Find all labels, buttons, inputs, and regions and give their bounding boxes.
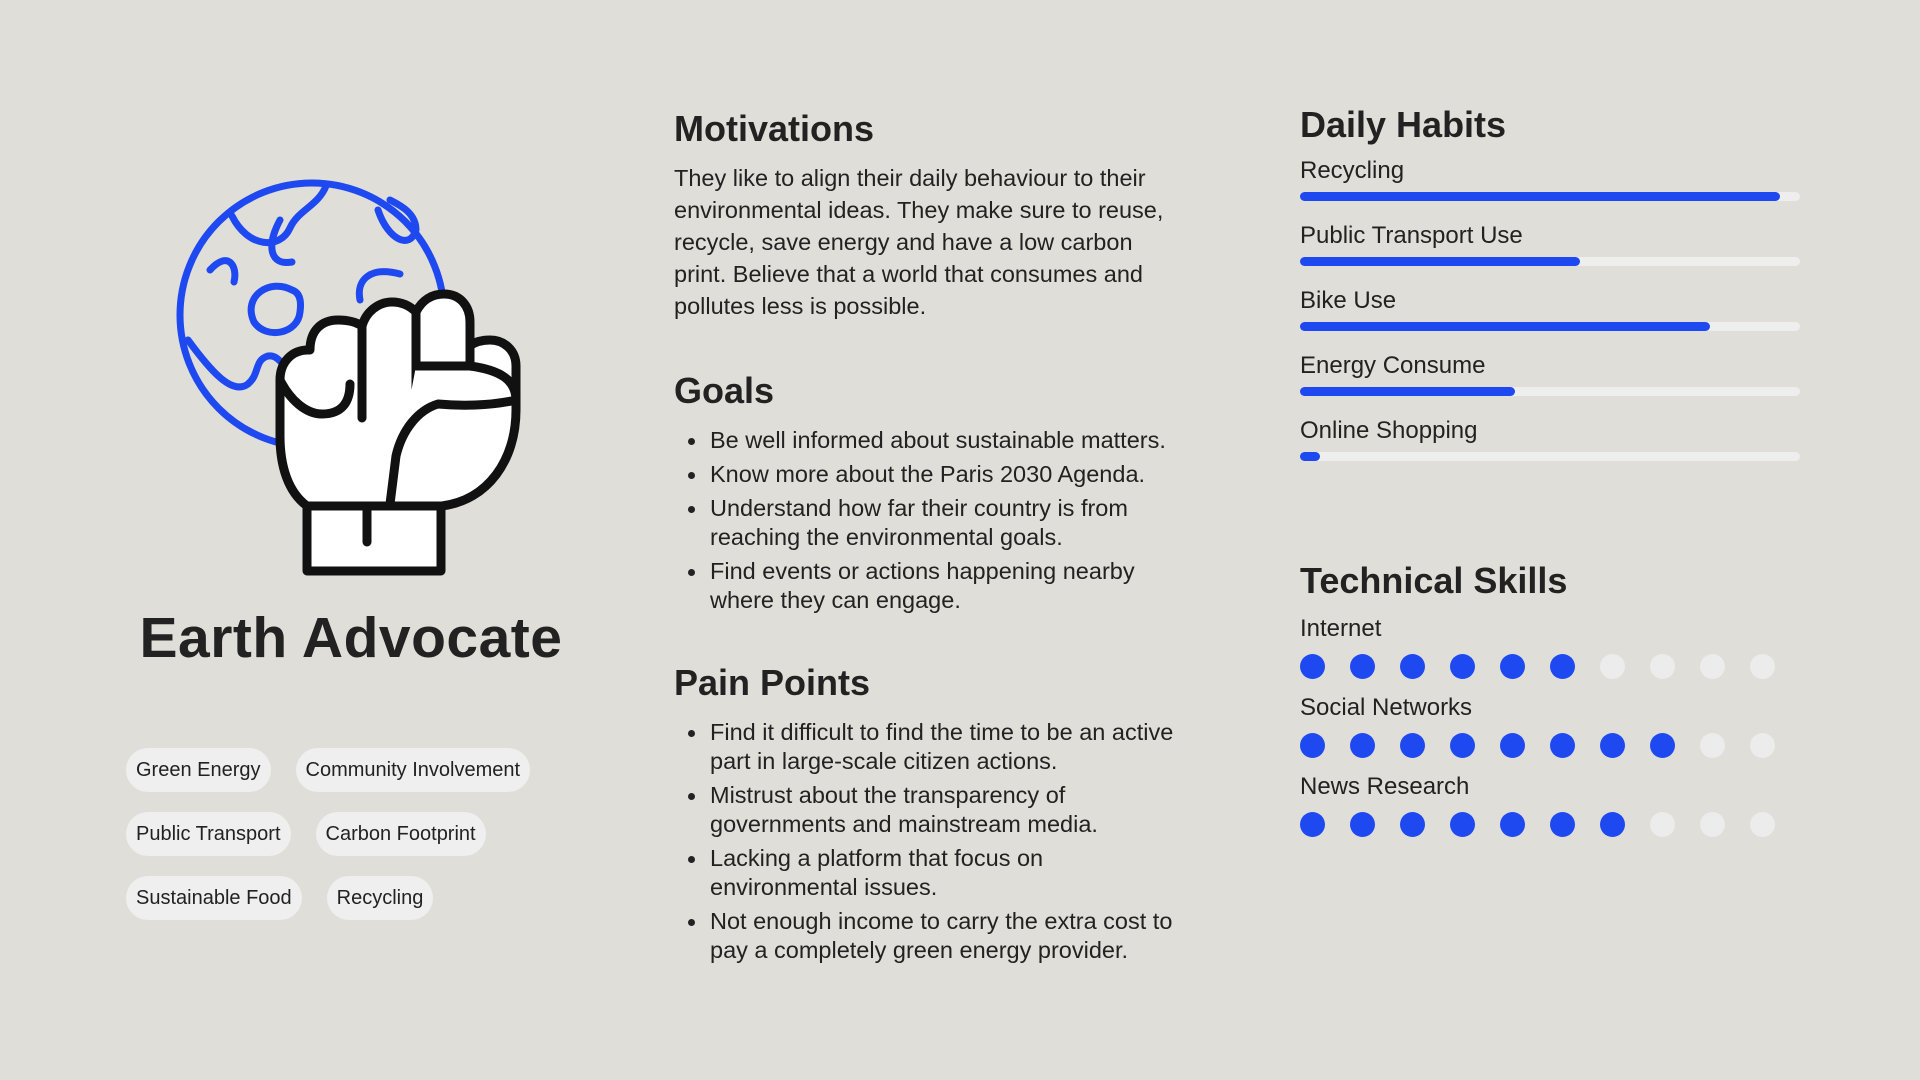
rating-dot-filled <box>1450 733 1475 758</box>
tag-row <box>126 748 566 792</box>
skill-rating <box>1300 812 1800 837</box>
rating-dot-filled <box>1500 812 1525 837</box>
rating-dot-filled <box>1500 733 1525 758</box>
rating-dot-filled <box>1300 812 1325 837</box>
rating-dot-filled <box>1300 654 1325 679</box>
motivations-text: They like to align their daily behaviour to their environmental ideas. They make sure to reuse, recycle, save energy and have a low carbon print. Believe that a world that consumes and pollutes less is possible. <box>674 165 1164 319</box>
habit-bar-fill <box>1300 387 1515 396</box>
pain-points-list <box>674 718 1234 965</box>
daily-habits-section <box>1300 104 1800 481</box>
rating-dot-filled <box>1450 812 1475 837</box>
rating-dot-filled <box>1300 733 1325 758</box>
rating-dot-filled <box>1550 812 1575 837</box>
habit-bar-fill <box>1300 322 1710 331</box>
habit-label: Bike Use <box>1300 287 1397 314</box>
rating-dot-filled <box>1350 812 1375 837</box>
skill-label: Social Networks <box>1300 694 1473 721</box>
habit-label: Public Transport Use <box>1300 222 1523 249</box>
rating-dot-empty <box>1650 654 1675 679</box>
rating-dot-empty <box>1750 733 1775 758</box>
goals-section <box>674 370 1234 620</box>
rating-dot-filled <box>1600 812 1625 837</box>
tag: Sustainable Food <box>126 876 302 920</box>
tag: Green Energy <box>126 748 271 792</box>
habit-bar-track <box>1300 387 1800 396</box>
rating-dot-empty <box>1700 812 1725 837</box>
skill-row <box>1300 614 1800 693</box>
skill-list <box>1300 614 1800 851</box>
habit-bar-track <box>1300 322 1800 331</box>
habit-label: Recycling <box>1300 157 1405 184</box>
habit-list <box>1300 156 1800 481</box>
goals-title: Goals <box>674 370 775 411</box>
skill-row <box>1300 772 1800 851</box>
goal-item: Find events or actions happening nearby where they can engage. <box>674 557 1194 615</box>
pain-points-title: Pain Points <box>674 662 871 703</box>
tag: Carbon Footprint <box>316 812 486 856</box>
tag-row <box>126 876 566 920</box>
rating-dot-empty <box>1700 654 1725 679</box>
tag: Recycling <box>327 876 434 920</box>
habit-bar-track <box>1300 452 1800 461</box>
rating-dot-empty <box>1700 733 1725 758</box>
rating-dot-filled <box>1600 733 1625 758</box>
habit-row <box>1300 221 1800 286</box>
habit-bar-fill <box>1300 192 1780 201</box>
habit-bar-track <box>1300 192 1800 201</box>
rating-dot-filled <box>1550 733 1575 758</box>
technical-skills-title: Technical Skills <box>1300 560 1568 601</box>
goal-item: Know more about the Paris 2030 Agenda. <box>674 460 1194 489</box>
rating-dot-filled <box>1500 654 1525 679</box>
skill-rating <box>1300 654 1800 679</box>
habit-row <box>1300 286 1800 351</box>
tag-row <box>126 812 566 856</box>
skill-label: News Research <box>1300 773 1470 800</box>
tag: Community Involvement <box>296 748 531 792</box>
goal-item: Understand how far their country is from reaching the environmental goals. <box>674 494 1194 552</box>
pain-point-item: Not enough income to carry the extra cost to pay a completely green energy provider. <box>674 907 1194 965</box>
rating-dot-filled <box>1650 733 1675 758</box>
motivations-section <box>674 108 1234 322</box>
interest-tags <box>126 748 566 940</box>
tag: Public Transport <box>126 812 291 856</box>
rating-dot-filled <box>1350 654 1375 679</box>
rating-dot-filled <box>1450 654 1475 679</box>
skill-row <box>1300 693 1800 772</box>
rating-dot-filled <box>1350 733 1375 758</box>
habit-bar-fill <box>1300 257 1580 266</box>
rating-dot-empty <box>1750 654 1775 679</box>
rating-dot-filled <box>1400 812 1425 837</box>
pain-point-item: Find it difficult to find the time to be an active part in large-scale citizen actions. <box>674 718 1194 776</box>
rating-dot-filled <box>1550 654 1575 679</box>
pain-point-item: Lacking a platform that focus on environmental issues. <box>674 844 1194 902</box>
habit-bar-fill <box>1300 452 1320 461</box>
rating-dot-filled <box>1400 733 1425 758</box>
persona-illustration <box>170 170 570 580</box>
pain-point-item: Mistrust about the transparency of governments and mainstream media. <box>674 781 1194 839</box>
rating-dot-empty <box>1650 812 1675 837</box>
skill-label: Internet <box>1300 615 1382 642</box>
goals-list <box>674 426 1234 615</box>
habit-row <box>1300 416 1800 481</box>
habit-label: Online Shopping <box>1300 417 1478 444</box>
goal-item: Be well informed about sustainable matters. <box>674 426 1194 455</box>
fist-icon <box>280 294 516 571</box>
rating-dot-filled <box>1400 654 1425 679</box>
skill-rating <box>1300 733 1800 758</box>
habit-bar-track <box>1300 257 1800 266</box>
persona-name: Earth Advocate <box>139 606 563 670</box>
habit-label: Energy Consume <box>1300 352 1486 379</box>
habit-row <box>1300 351 1800 416</box>
motivations-title: Motivations <box>674 108 875 149</box>
rating-dot-empty <box>1750 812 1775 837</box>
pain-points-section <box>674 662 1234 970</box>
daily-habits-title: Daily Habits <box>1300 104 1507 145</box>
technical-skills-section <box>1300 560 1800 851</box>
rating-dot-empty <box>1600 654 1625 679</box>
habit-row <box>1300 156 1800 221</box>
